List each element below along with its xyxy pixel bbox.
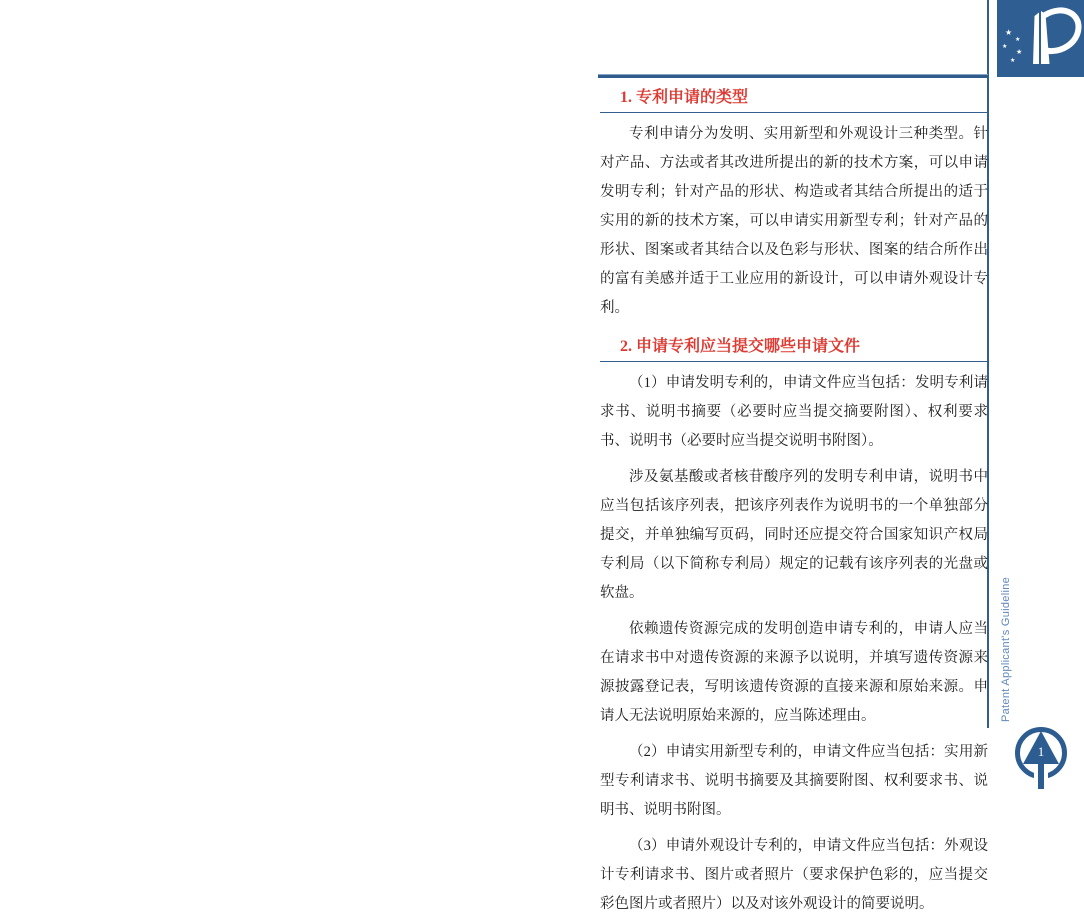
arrow-circle-icon xyxy=(1014,726,1070,790)
section-application-documents xyxy=(600,337,988,919)
page-marker-logo-icon xyxy=(1014,726,1070,790)
svg-text:★: ★ xyxy=(1005,28,1013,37)
header-rule xyxy=(598,74,988,78)
svg-text:★: ★ xyxy=(1002,43,1008,50)
section-patent-types xyxy=(600,88,988,323)
paragraph: （1）申请发明专利的，申请文件应当包括：发明专利请求书、说明书摘要（必要时应当提交摘要附图）、权利要求书、说明书（必要时应当提交说明书附图）。 xyxy=(600,375,988,449)
page-content xyxy=(600,88,988,919)
page-number: 1 xyxy=(1037,744,1045,759)
paragraph: （3）申请外观设计专利的，申请文件应当包括：外观设计专利请求书、图片或者照片（要求保护色彩的，应当提交彩色图片或者照片）以及对该外观设计的简要说明。 xyxy=(600,838,988,912)
paragraph: 依赖遗传资源完成的发明创造申请专利的，申请人应当在请求书中对遗传资源的来源予以说明，并填写遗传资源来源披露登记表，写明该遗传资源的直接来源和原始来源。申请人无法说明原始来源的，应当陈述理由。 xyxy=(600,621,988,724)
section-1-heading: 1. 专利申请的类型 xyxy=(600,88,988,113)
svg-text:★: ★ xyxy=(1015,36,1021,43)
patent-office-emblem-svg xyxy=(997,0,1084,77)
patent-office-logo-icon xyxy=(997,0,1084,77)
svg-text:★: ★ xyxy=(1016,48,1023,56)
paragraph: 涉及氨基酸或者核苷酸序列的发明专利申请，说明书中应当包括该序列表，把该序列表作为说明书的一个单独部分提交，并单独编写页码，同时还应提交符合国家知识产权局专利局（以下简称专利局）规定的记载有该序列表的光盘或软盘。 xyxy=(600,469,988,601)
paragraph: （2）申请实用新型专利的，申请文件应当包括：实用新型专利请求书、说明书摘要及其摘要附图、权利要求书、说明书、说明书附图。 xyxy=(600,744,988,818)
svg-text:★: ★ xyxy=(1010,57,1016,64)
paragraph: 专利申请分为发明、实用新型和外观设计三种类型。针对产品、方法或者其改进所提出的新的技术方案，可以申请发明专利；针对产品的形状、构造或者其结合所提出的适于实用的新的技术方案，可以申请实用新型专利；针对产品的形状、图案或者其结合以及色彩与形状、图案的结合所作出的富有美感并适于工业应用的新设计，可以申请外观设计专利。 xyxy=(600,126,988,316)
side-vertical-label: Patent Applicant's Guideline xyxy=(1000,576,1012,722)
section-2-heading: 2. 申请专利应当提交哪些申请文件 xyxy=(600,337,988,362)
